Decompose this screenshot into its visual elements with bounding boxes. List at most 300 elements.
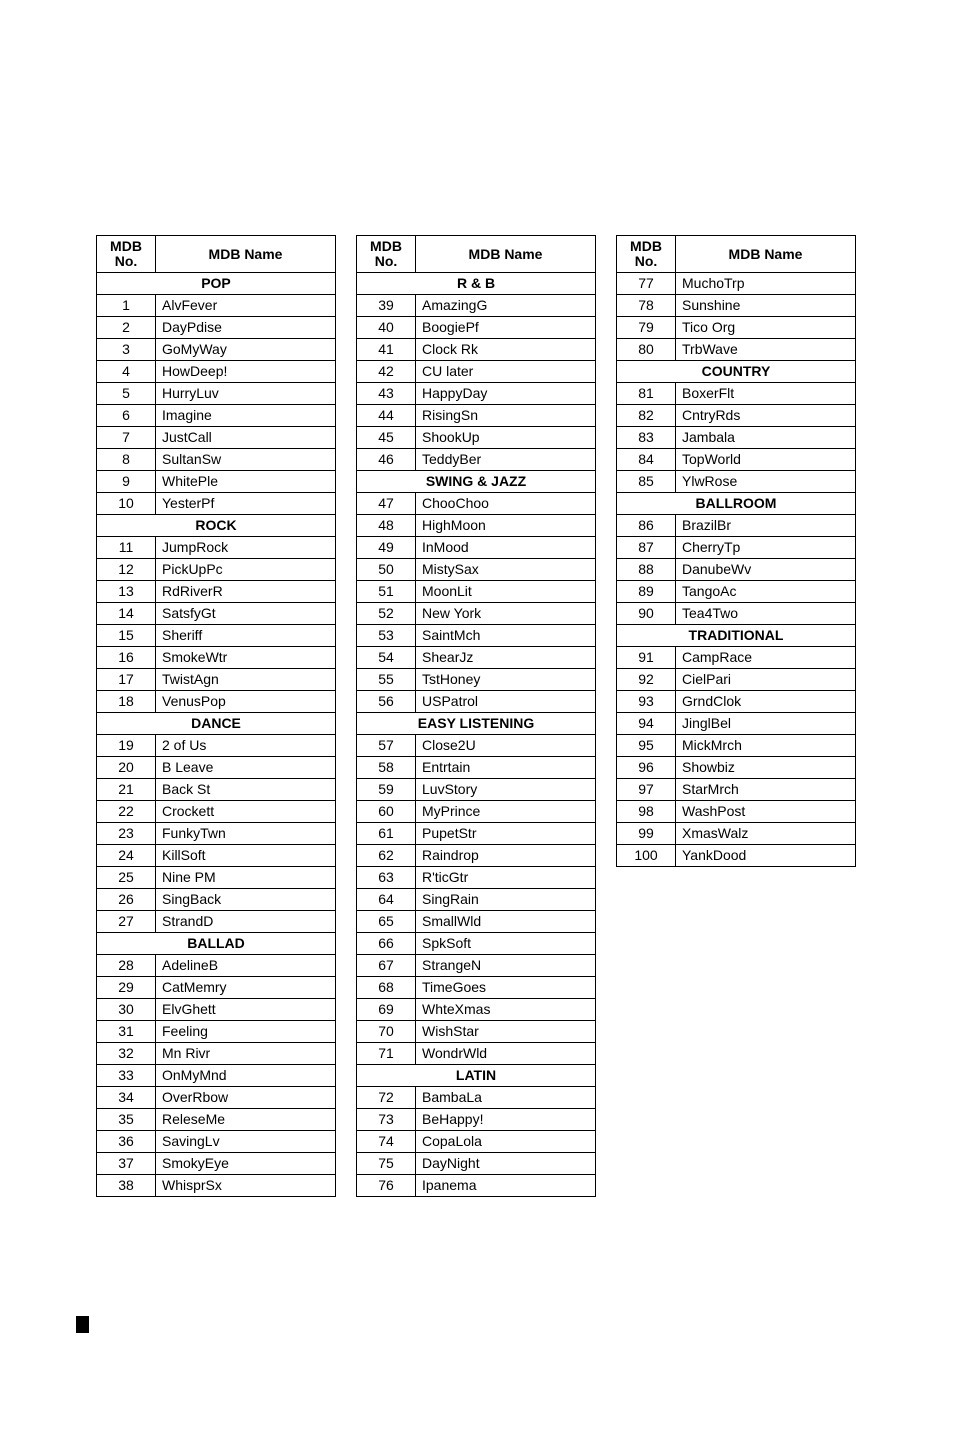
category-row bbox=[617, 361, 856, 383]
table-row bbox=[97, 955, 336, 977]
table-row bbox=[357, 691, 596, 713]
mdb-name: SpkSoft bbox=[416, 933, 596, 955]
table-row bbox=[357, 515, 596, 537]
category-label: BALLROOM bbox=[617, 493, 856, 515]
mdb-number: 31 bbox=[97, 1021, 156, 1043]
mdb-name: OnMyMnd bbox=[156, 1065, 336, 1087]
mdb-name: YankDood bbox=[676, 845, 856, 867]
table-row bbox=[97, 647, 336, 669]
mdb-number: 18 bbox=[97, 691, 156, 713]
mdb-number: 29 bbox=[97, 977, 156, 999]
table-row bbox=[617, 779, 856, 801]
mdb-name: GrndClok bbox=[676, 691, 856, 713]
mdb-name: AlvFever bbox=[156, 295, 336, 317]
table-row bbox=[97, 427, 336, 449]
table-row bbox=[97, 493, 336, 515]
mdb-name: Sunshine bbox=[676, 295, 856, 317]
table-row bbox=[97, 295, 336, 317]
mdb-number: 40 bbox=[357, 317, 416, 339]
category-row bbox=[97, 515, 336, 537]
mdb-name: WishStar bbox=[416, 1021, 596, 1043]
mdb-name: WashPost bbox=[676, 801, 856, 823]
mdb-name: TimeGoes bbox=[416, 977, 596, 999]
mdb-name: WondrWld bbox=[416, 1043, 596, 1065]
mdb-number: 20 bbox=[97, 757, 156, 779]
category-label: DANCE bbox=[97, 713, 336, 735]
mdb-name: MoonLit bbox=[416, 581, 596, 603]
mdb-number: 30 bbox=[97, 999, 156, 1021]
mdb-number: 74 bbox=[357, 1131, 416, 1153]
table-row bbox=[617, 427, 856, 449]
category-row bbox=[357, 1065, 596, 1087]
mdb-name: CherryTp bbox=[676, 537, 856, 559]
mdb-name: LuvStory bbox=[416, 779, 596, 801]
table-row bbox=[97, 1065, 336, 1087]
mdb-name: OverRbow bbox=[156, 1087, 336, 1109]
mdb-name: JumpRock bbox=[156, 537, 336, 559]
mdb-number: 27 bbox=[97, 911, 156, 933]
category-label: ROCK bbox=[97, 515, 336, 537]
table-row bbox=[617, 735, 856, 757]
table-row bbox=[97, 977, 336, 999]
category-label: COUNTRY bbox=[617, 361, 856, 383]
mdb-number: 97 bbox=[617, 779, 676, 801]
mdb-number: 49 bbox=[357, 537, 416, 559]
page-marker bbox=[76, 1316, 89, 1333]
table-row bbox=[357, 383, 596, 405]
table-row bbox=[97, 339, 336, 361]
mdb-number: 92 bbox=[617, 669, 676, 691]
mdb-name: HighMoon bbox=[416, 515, 596, 537]
mdb-name: SmokyEye bbox=[156, 1153, 336, 1175]
mdb-number: 88 bbox=[617, 559, 676, 581]
mdb-number: 41 bbox=[357, 339, 416, 361]
table-row bbox=[617, 383, 856, 405]
category-row bbox=[97, 273, 336, 295]
table-row bbox=[357, 295, 596, 317]
table-row bbox=[617, 691, 856, 713]
category-row bbox=[357, 471, 596, 493]
mdb-number: 91 bbox=[617, 647, 676, 669]
mdb-number: 96 bbox=[617, 757, 676, 779]
mdb-name: Clock Rk bbox=[416, 339, 596, 361]
mdb-name: ShookUp bbox=[416, 427, 596, 449]
mdb-name: Raindrop bbox=[416, 845, 596, 867]
mdb-number: 64 bbox=[357, 889, 416, 911]
mdb-number: 62 bbox=[357, 845, 416, 867]
mdb-number: 2 bbox=[97, 317, 156, 339]
table-row bbox=[357, 493, 596, 515]
mdb-name: SmallWld bbox=[416, 911, 596, 933]
table-row bbox=[97, 691, 336, 713]
table-row bbox=[97, 867, 336, 889]
mdb-name: BeHappy! bbox=[416, 1109, 596, 1131]
mdb-number: 69 bbox=[357, 999, 416, 1021]
mdb-number: 57 bbox=[357, 735, 416, 757]
category-row bbox=[617, 493, 856, 515]
mdb-number: 43 bbox=[357, 383, 416, 405]
mdb-number: 94 bbox=[617, 713, 676, 735]
mdb-name: Close2U bbox=[416, 735, 596, 757]
mdb-name: DanubeWv bbox=[676, 559, 856, 581]
mdb-name: BambaLa bbox=[416, 1087, 596, 1109]
mdb-name: WhteXmas bbox=[416, 999, 596, 1021]
mdb-number: 87 bbox=[617, 537, 676, 559]
mdb-number: 23 bbox=[97, 823, 156, 845]
table-row bbox=[617, 669, 856, 691]
mdb-name: TstHoney bbox=[416, 669, 596, 691]
mdb-number: 86 bbox=[617, 515, 676, 537]
mdb-number: 65 bbox=[357, 911, 416, 933]
mdb-number: 100 bbox=[617, 845, 676, 867]
table-row bbox=[357, 1109, 596, 1131]
table-row bbox=[97, 625, 336, 647]
mdb-name: Nine PM bbox=[156, 867, 336, 889]
table-row bbox=[97, 581, 336, 603]
mdb-name: ReleseMe bbox=[156, 1109, 336, 1131]
mdb-name: Back St bbox=[156, 779, 336, 801]
mdb-number: 8 bbox=[97, 449, 156, 471]
table-row bbox=[97, 405, 336, 427]
mdb-number: 81 bbox=[617, 383, 676, 405]
mdb-name: WhitePle bbox=[156, 471, 336, 493]
table-row bbox=[357, 845, 596, 867]
category-label: LATIN bbox=[357, 1065, 596, 1087]
mdb-name: StrangeN bbox=[416, 955, 596, 977]
mdb-number: 66 bbox=[357, 933, 416, 955]
mdb-name: TwistAgn bbox=[156, 669, 336, 691]
table-row bbox=[97, 1043, 336, 1065]
mdb-name: ChooChoo bbox=[416, 493, 596, 515]
mdb-name: DayPdise bbox=[156, 317, 336, 339]
category-row bbox=[97, 933, 336, 955]
mdb-name: GoMyWay bbox=[156, 339, 336, 361]
mdb-name: TopWorld bbox=[676, 449, 856, 471]
mdb-name: MickMrch bbox=[676, 735, 856, 757]
table-row bbox=[357, 1021, 596, 1043]
mdb-number: 45 bbox=[357, 427, 416, 449]
mdb-number: 35 bbox=[97, 1109, 156, 1131]
table-row bbox=[97, 757, 336, 779]
category-label: R & B bbox=[357, 273, 596, 295]
mdb-number: 25 bbox=[97, 867, 156, 889]
table-row bbox=[357, 1131, 596, 1153]
category-row bbox=[357, 713, 596, 735]
mdb-number: 26 bbox=[97, 889, 156, 911]
mdb-number: 5 bbox=[97, 383, 156, 405]
mdb-number: 14 bbox=[97, 603, 156, 625]
table-row bbox=[357, 867, 596, 889]
table-row bbox=[97, 559, 336, 581]
mdb-name: 2 of Us bbox=[156, 735, 336, 757]
mdb-name: FunkyTwn bbox=[156, 823, 336, 845]
mdb-number: 44 bbox=[357, 405, 416, 427]
table-row bbox=[357, 625, 596, 647]
table-row bbox=[357, 1087, 596, 1109]
mdb-number: 42 bbox=[357, 361, 416, 383]
mdb-name: HowDeep! bbox=[156, 361, 336, 383]
header-mdb-name: MDB Name bbox=[676, 236, 856, 273]
table-row bbox=[617, 603, 856, 625]
table-row bbox=[357, 933, 596, 955]
table-row bbox=[357, 1043, 596, 1065]
mdb-number: 85 bbox=[617, 471, 676, 493]
mdb-name: StrandD bbox=[156, 911, 336, 933]
mdb-name: TrbWave bbox=[676, 339, 856, 361]
mdb-name: SultanSw bbox=[156, 449, 336, 471]
mdb-name: Imagine bbox=[156, 405, 336, 427]
mdb-name: CampRace bbox=[676, 647, 856, 669]
mdb-name: KillSoft bbox=[156, 845, 336, 867]
table-row bbox=[97, 1153, 336, 1175]
table-row bbox=[97, 1109, 336, 1131]
mdb-number: 77 bbox=[617, 273, 676, 295]
mdb-number: 90 bbox=[617, 603, 676, 625]
mdb-name: CielPari bbox=[676, 669, 856, 691]
mdb-number: 38 bbox=[97, 1175, 156, 1197]
mdb-number: 73 bbox=[357, 1109, 416, 1131]
mdb-name: BoogiePf bbox=[416, 317, 596, 339]
mdb-number: 56 bbox=[357, 691, 416, 713]
mdb-table-3 bbox=[616, 235, 856, 867]
mdb-name: Tea4Two bbox=[676, 603, 856, 625]
table-row bbox=[617, 823, 856, 845]
mdb-number: 50 bbox=[357, 559, 416, 581]
table-row bbox=[617, 339, 856, 361]
mdb-name: ElvGhett bbox=[156, 999, 336, 1021]
mdb-number: 28 bbox=[97, 955, 156, 977]
mdb-name: New York bbox=[416, 603, 596, 625]
table-row bbox=[357, 801, 596, 823]
category-row bbox=[97, 713, 336, 735]
mdb-number: 47 bbox=[357, 493, 416, 515]
table-row bbox=[617, 273, 856, 295]
mdb-name: Showbiz bbox=[676, 757, 856, 779]
mdb-name: StarMrch bbox=[676, 779, 856, 801]
mdb-number: 46 bbox=[357, 449, 416, 471]
mdb-name: PupetStr bbox=[416, 823, 596, 845]
table-row bbox=[357, 669, 596, 691]
table-row bbox=[97, 1175, 336, 1197]
mdb-name: PickUpPc bbox=[156, 559, 336, 581]
mdb-number: 82 bbox=[617, 405, 676, 427]
table-row bbox=[357, 1175, 596, 1197]
mdb-number: 99 bbox=[617, 823, 676, 845]
mdb-number: 16 bbox=[97, 647, 156, 669]
table-row bbox=[97, 361, 336, 383]
table-row bbox=[97, 1131, 336, 1153]
table-row bbox=[357, 911, 596, 933]
mdb-name: CopaLola bbox=[416, 1131, 596, 1153]
mdb-name: Jambala bbox=[676, 427, 856, 449]
mdb-number: 59 bbox=[357, 779, 416, 801]
table-row bbox=[357, 977, 596, 999]
category-row bbox=[617, 625, 856, 647]
mdb-name: SavingLv bbox=[156, 1131, 336, 1153]
table-row bbox=[617, 515, 856, 537]
category-label: BALLAD bbox=[97, 933, 336, 955]
mdb-number: 68 bbox=[357, 977, 416, 999]
table-row bbox=[97, 911, 336, 933]
mdb-number: 55 bbox=[357, 669, 416, 691]
mdb-name: YesterPf bbox=[156, 493, 336, 515]
mdb-name: SaintMch bbox=[416, 625, 596, 647]
table-row bbox=[617, 713, 856, 735]
mdb-name: HurryLuv bbox=[156, 383, 336, 405]
table-row bbox=[97, 537, 336, 559]
mdb-name: ShearJz bbox=[416, 647, 596, 669]
table-row bbox=[357, 449, 596, 471]
table-row bbox=[97, 845, 336, 867]
header-mdb-no: MDB No. bbox=[357, 236, 416, 273]
mdb-number: 76 bbox=[357, 1175, 416, 1197]
mdb-name: BoxerFlt bbox=[676, 383, 856, 405]
mdb-name: RdRiverR bbox=[156, 581, 336, 603]
mdb-name: Sheriff bbox=[156, 625, 336, 647]
table-row bbox=[97, 1021, 336, 1043]
table-row bbox=[617, 757, 856, 779]
mdb-number: 32 bbox=[97, 1043, 156, 1065]
mdb-name: MyPrince bbox=[416, 801, 596, 823]
table-row bbox=[617, 449, 856, 471]
mdb-name: Mn Rivr bbox=[156, 1043, 336, 1065]
mdb-name: AdelineB bbox=[156, 955, 336, 977]
table-row bbox=[617, 647, 856, 669]
mdb-number: 60 bbox=[357, 801, 416, 823]
table-row bbox=[97, 449, 336, 471]
table-row bbox=[357, 559, 596, 581]
table-row bbox=[357, 1153, 596, 1175]
table-row bbox=[97, 317, 336, 339]
header-mdb-name: MDB Name bbox=[416, 236, 596, 273]
table-row bbox=[357, 317, 596, 339]
table-row bbox=[97, 889, 336, 911]
mdb-number: 37 bbox=[97, 1153, 156, 1175]
mdb-number: 33 bbox=[97, 1065, 156, 1087]
mdb-name: MistySax bbox=[416, 559, 596, 581]
mdb-name: USPatrol bbox=[416, 691, 596, 713]
mdb-name: AmazingG bbox=[416, 295, 596, 317]
mdb-name: DayNight bbox=[416, 1153, 596, 1175]
mdb-number: 48 bbox=[357, 515, 416, 537]
table-row bbox=[97, 383, 336, 405]
mdb-name: SingRain bbox=[416, 889, 596, 911]
mdb-number: 10 bbox=[97, 493, 156, 515]
table-row bbox=[357, 603, 596, 625]
table-row bbox=[357, 361, 596, 383]
mdb-name: CntryRds bbox=[676, 405, 856, 427]
table-row bbox=[357, 757, 596, 779]
mdb-number: 70 bbox=[357, 1021, 416, 1043]
table-row bbox=[357, 339, 596, 361]
mdb-number: 17 bbox=[97, 669, 156, 691]
mdb-number: 52 bbox=[357, 603, 416, 625]
table-row bbox=[617, 471, 856, 493]
mdb-table-1 bbox=[96, 235, 336, 1197]
header-mdb-no: MDB No. bbox=[97, 236, 156, 273]
mdb-name: InMood bbox=[416, 537, 596, 559]
mdb-number: 34 bbox=[97, 1087, 156, 1109]
table-row bbox=[97, 735, 336, 757]
mdb-number: 24 bbox=[97, 845, 156, 867]
mdb-name: VenusPop bbox=[156, 691, 336, 713]
table-row bbox=[617, 559, 856, 581]
mdb-name: Entrtain bbox=[416, 757, 596, 779]
table-row bbox=[97, 823, 336, 845]
table-row bbox=[97, 603, 336, 625]
mdb-name: JustCall bbox=[156, 427, 336, 449]
mdb-name: TeddyBer bbox=[416, 449, 596, 471]
mdb-number: 58 bbox=[357, 757, 416, 779]
mdb-number: 53 bbox=[357, 625, 416, 647]
mdb-number: 63 bbox=[357, 867, 416, 889]
table-row bbox=[617, 405, 856, 427]
table-row bbox=[97, 999, 336, 1021]
mdb-table-2 bbox=[356, 235, 596, 1197]
mdb-name: JinglBel bbox=[676, 713, 856, 735]
mdb-number: 54 bbox=[357, 647, 416, 669]
mdb-number: 93 bbox=[617, 691, 676, 713]
mdb-name: R'ticGtr bbox=[416, 867, 596, 889]
mdb-number: 71 bbox=[357, 1043, 416, 1065]
mdb-name: YlwRose bbox=[676, 471, 856, 493]
mdb-name: SatsfyGt bbox=[156, 603, 336, 625]
header-mdb-name: MDB Name bbox=[156, 236, 336, 273]
table-row bbox=[357, 405, 596, 427]
mdb-number: 3 bbox=[97, 339, 156, 361]
table-row bbox=[357, 581, 596, 603]
table-row bbox=[97, 801, 336, 823]
mdb-name: SingBack bbox=[156, 889, 336, 911]
mdb-number: 67 bbox=[357, 955, 416, 977]
table-row bbox=[97, 779, 336, 801]
mdb-number: 80 bbox=[617, 339, 676, 361]
mdb-name: BrazilBr bbox=[676, 515, 856, 537]
table-row bbox=[357, 427, 596, 449]
mdb-number: 19 bbox=[97, 735, 156, 757]
mdb-name: SmokeWtr bbox=[156, 647, 336, 669]
mdb-number: 72 bbox=[357, 1087, 416, 1109]
table-row bbox=[617, 581, 856, 603]
mdb-number: 89 bbox=[617, 581, 676, 603]
table-row bbox=[617, 317, 856, 339]
mdb-name: HappyDay bbox=[416, 383, 596, 405]
mdb-name: Tico Org bbox=[676, 317, 856, 339]
mdb-number: 51 bbox=[357, 581, 416, 603]
table-row bbox=[357, 537, 596, 559]
table-row bbox=[357, 735, 596, 757]
header-mdb-no: MDB No. bbox=[617, 236, 676, 273]
mdb-name: Ipanema bbox=[416, 1175, 596, 1197]
table-row bbox=[97, 471, 336, 493]
table-row bbox=[617, 295, 856, 317]
mdb-number: 6 bbox=[97, 405, 156, 427]
category-label: TRADITIONAL bbox=[617, 625, 856, 647]
table-row bbox=[357, 647, 596, 669]
mdb-number: 84 bbox=[617, 449, 676, 471]
mdb-number: 95 bbox=[617, 735, 676, 757]
table-row bbox=[357, 955, 596, 977]
table-row bbox=[97, 1087, 336, 1109]
table-row bbox=[617, 537, 856, 559]
table-row bbox=[357, 889, 596, 911]
mdb-name: WhisprSx bbox=[156, 1175, 336, 1197]
table-row bbox=[617, 845, 856, 867]
table-row bbox=[617, 801, 856, 823]
mdb-number: 61 bbox=[357, 823, 416, 845]
table-row bbox=[97, 669, 336, 691]
mdb-name: XmasWalz bbox=[676, 823, 856, 845]
